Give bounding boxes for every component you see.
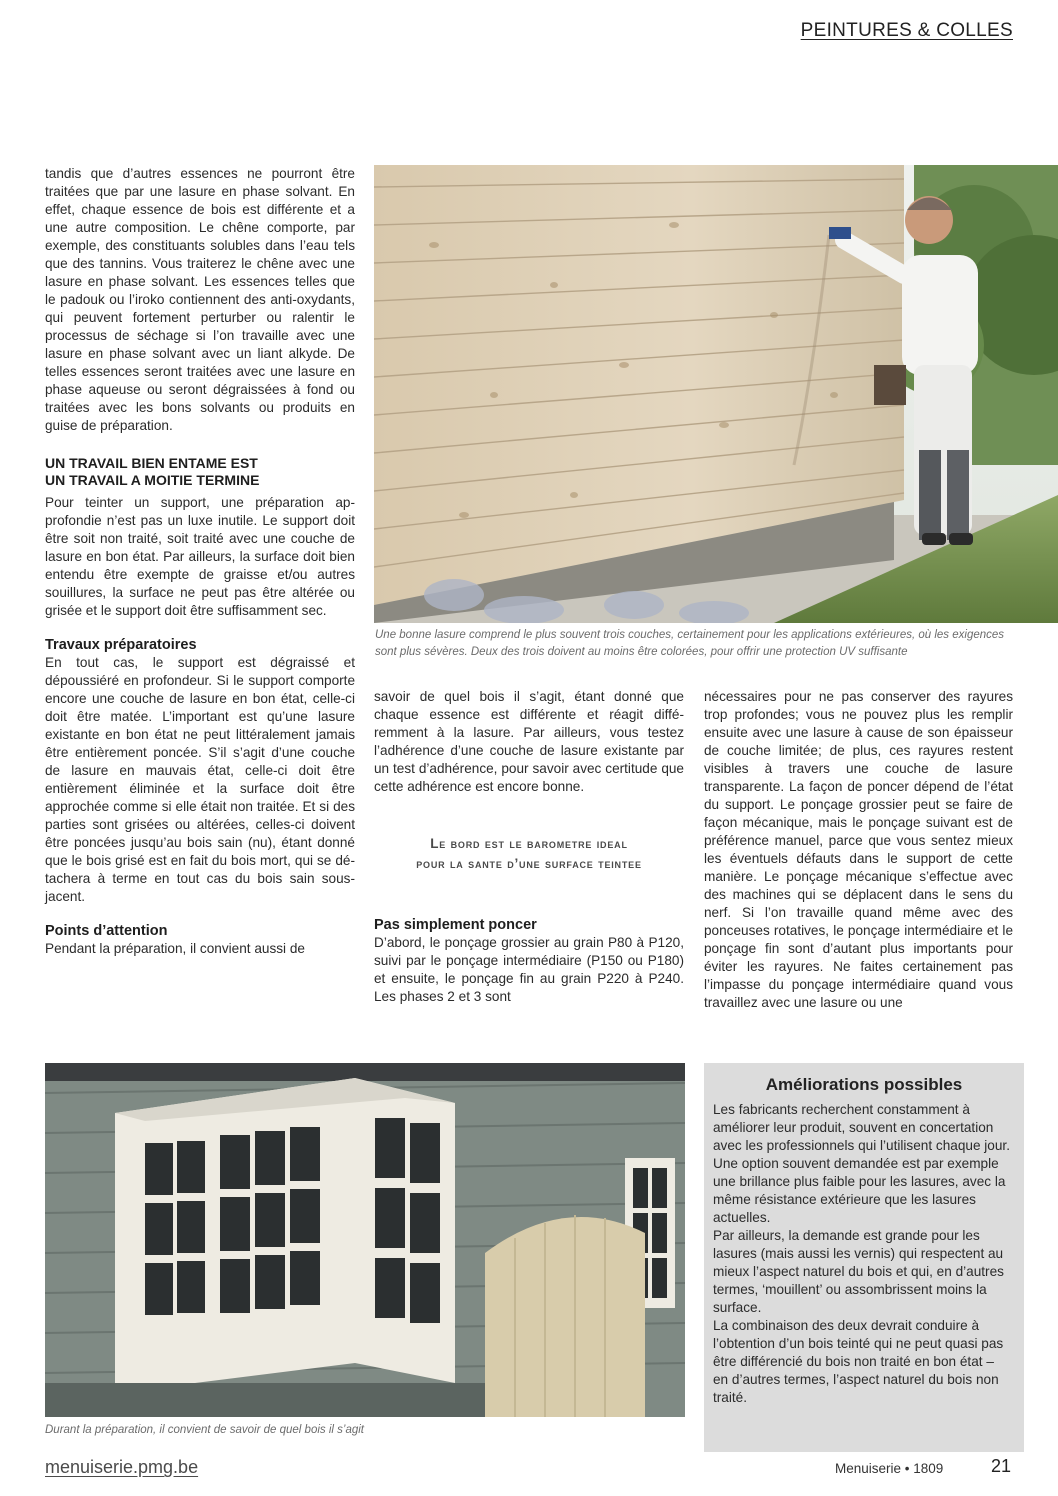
column-2	[374, 688, 684, 1006]
footer-website-link[interactable]: menuiserie.pmg.be	[45, 1457, 199, 1477]
bottom-photo-caption: Durant la préparation, il convient de savoir de quel bois il s’agit	[45, 1424, 364, 1436]
preparation-paragraph: Pour teinter un support, une préparation approfondie n’est pas un luxe inutile. Le support doit être soit non traité, soit traité avec une couche de lasure en bon état. Par ailleurs, la surface doit bien entendu être exempte de graisse et/ou autres souillures, la surface ne peut pas être altérée ou grisée et le support doit être suffisamment sec.	[45, 495, 355, 618]
section-title: PEINTURES & COLLES	[800, 20, 1013, 41]
sidebar-paragraph-1: Les fabricants recherchent constamment à améliorer leur produit, souvent en concertation avec les professionnels qui l’utilisent chaque jour.	[713, 1102, 1010, 1153]
pull-quote-line-2: pour la sante d’une surface teintee	[416, 856, 642, 871]
column-1	[45, 165, 355, 958]
section-heading-line-1: UN TRAVAIL BIEN ENTAME EST	[45, 455, 258, 471]
subheading-poncer: Pas simplement poncer	[374, 917, 537, 933]
top-photo	[374, 165, 1058, 623]
poncer-paragraph: D’abord, le ponçage grossier au grain P80 à P120, suivi par le ponçage intermédiaire (P150 ou P180) et ensuite, le ponçage fin au grain P220 à P240. Les phases 2 et 3 sont	[374, 935, 684, 1004]
sidebar-paragraph-4: La combinaison des deux devrait conduire à l’obtention d’un bois teinté qui ne peut quasi pas être différencié du bois non traité en bon état – en d’autres termes, l’aspect naturel du bois non traité.	[713, 1318, 1004, 1405]
sidebar-paragraph-2: Une option souvent demandée est par exemple une brillance plus faible pour les lasures, avec la même résistance extérieure que les lasures actuelles.	[713, 1156, 1006, 1225]
top-photo-caption: Une bonne lasure comprend le plus souvent trois couches, certainement pour les applications extérieures, où les exigences sont plus sévères. Deux des trois doivent au moins être colorées, pour offrir une protection UV suffisante	[375, 629, 1005, 658]
sidebar-title: Améliorations possibles	[765, 1075, 963, 1094]
bottom-photo	[45, 1063, 685, 1417]
page-number: 21	[991, 1456, 1012, 1476]
subheading-points: Points d’attention	[45, 923, 168, 939]
travaux-paragraph: En tout cas, le support est dégraissé et dépoussiéré en profondeur. Si le support comporte encore une couche de lasure en bon état, celle-ci doit être matée. L’important est qu’une lasure existante en bon état ne peut littéralement jamais être entièrement poncée. S’il s’agit d’une couche de lasure en mauvais état, celle-ci doit être entièrement éliminée et la surface doit être approchée comme si elle était non traitée. Et si des parties sont grisées ou altérées, celles-ci doivent être poncées jusqu’au bois sain (nu), étant donné que le bois grisé est en fait du bois mort, qui se détachera à terme en tout cas du bois sain sous-jacent.	[45, 655, 355, 904]
footer-magazine-issue: Menuiserie • 1809	[835, 1461, 944, 1476]
section-heading-line-2: UN TRAVAIL A MOITIE TERMINE	[45, 472, 260, 488]
sidebar-box	[704, 1063, 1024, 1452]
intro-paragraph: tandis que d’autres essences ne pourront être traitées que par une lasure en phase solvant. En effet, chaque essence de bois est différente et a une autre composition. Le chêne comporte, par exemple, des constituants solubles dans l’eau tels que des tannins. Vous traiterez le chêne avec une lasure en phase solvant. Les essences telles que le padouk ou l’iroko contiennent des anti-oxydants, qui peuvent fortement perturber ou ralentir le processus de séchage si l’on travaille avec une lasure en phase solvant avec un liant alkyde. De telles essences seront traitées avec une lasure en phase aqueuse ou seront dégraissées à fond ou traitées avec les bons solvants ou produits en guise de préparation.	[45, 166, 355, 433]
points-paragraph: Pendant la préparation, il convient aussi de	[45, 941, 305, 956]
column-3	[704, 688, 1013, 1012]
pull-quote-line-1: Le bord est le barometre ideal	[430, 836, 628, 851]
subheading-travaux: Travaux préparatoires	[45, 637, 197, 653]
column-2-paragraph: savoir de quel bois il s’agit, étant donné que chaque essence est différente et réagit différemment à la lasure. Par ailleurs, vous testez l’adhérence d’une couche de lasure existante par un test d’adhérence, pour savoir avec certitude que cette adhérence est encore bonne.	[374, 689, 684, 794]
column-3-paragraph: nécessaires pour ne pas conserver des rayures trop profondes; vous ne pouvez plus les remplir ensuite avec une lasure à cause de son épaisseur de couche limitée; de plus, ces rayures restent visibles à travers une couche de lasure transparente. La façon de poncer dépend de l’état du support. Le ponçage grossier peut se faire de façon mécanique, mais le ponçage suivant est de préférence manuel, parce que vous sentez mieux les éventuels défauts dans le support de cette manière. Le ponçage mécanique s’effectue avec des machines qui se déplacent dans le sens du nerf. Si l’on travaille quand même avec des ponceuses rotatives, le ponçage intermédiaire et le ponçage fin sont d’autant plus importants pour éviter les rayures. Ne faites certainement pas l’impasse du ponçage intermédiaire quand vous travaillez avec une lasure ou une	[704, 689, 1013, 1010]
sidebar-paragraph-3: Par ailleurs, la demande est grande pour les lasures (mais aussi les vernis) qui respectent au mieux l’aspect naturel du bois et qui, en d’autres termes, ‘mouillent’ ou assombrissent moins la surface.	[713, 1228, 1004, 1315]
